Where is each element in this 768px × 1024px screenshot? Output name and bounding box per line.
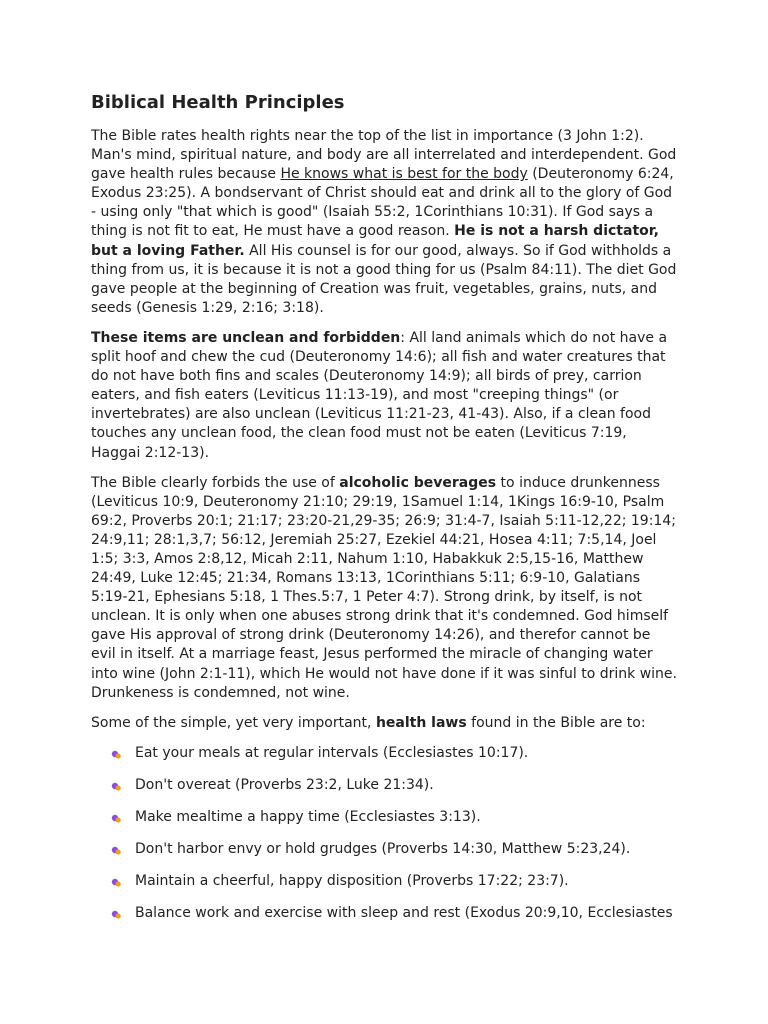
alcohol-paragraph: [91, 474, 678, 703]
unclean-text: : All land animals which do not have a split hoof and chew the cud (Deuteronomy 14:6); all fish and water creatures that do not have both fins and scales (Deuteronomy 14:9); all birds of prey, carrion eaters, and fish eaters (Leviticus 11:13-19), and most "creeping things" (or invertebrates) are also unclean (Leviticus 11:21-23, 41-43). Also, if a clean food touches any unclean food, the clean food must not be eaten (Leviticus 7:19, Haggai 2:12-13).: [91, 329, 668, 461]
laws-text-2: found in the Bible are to:: [466, 714, 646, 731]
list-item: [135, 808, 678, 827]
health-laws-intro: [91, 714, 678, 733]
intro-text-3: All His counsel is for our good, always. So if God withholds a thing from us, it is because it is not a good thing for us (Psalm 84:11). The diet God gave people at the beginning of Creation was fruit, vegetables, grains, nuts, and seeds (Genesis 1:29, 2:16; 3:18).: [91, 242, 677, 316]
unclean-paragraph: [91, 329, 678, 463]
list-item-text: Maintain a cheerful, happy disposition (Proverbs 17:22; 23:7).: [135, 873, 569, 890]
page-title: Biblical Health Principles: [91, 92, 345, 113]
health-laws-list: [91, 744, 678, 924]
list-item-text: Make mealtime a happy time (Ecclesiastes 3:13).: [135, 809, 481, 825]
laws-text-1: Some of the simple, yet very important,: [91, 714, 376, 731]
intro-text-2: (Deuteronomy 6:24, Exodus 23:25). A bondservant of Christ should eat and drink all to the glory of God - using only "that which is good" (Isaiah 55:2, 1Corinthians 10:31). If God says a thing is not fit to eat, He must have a good reason.: [91, 166, 674, 240]
bullet-icon: [111, 877, 122, 888]
intro-underlined-text: He knows what is best for the body: [280, 166, 528, 183]
list-item: [135, 904, 678, 923]
list-item: [135, 840, 678, 859]
bullet-icon: [111, 749, 122, 760]
laws-bold-text: health laws: [375, 714, 467, 731]
alcohol-text-2: to induce drunkenness (Leviticus 10:9, Deuteronomy 21:10; 29:19, 1Samuel 1:14, 1Kings 16:9-10, Psalm 69:2, Proverbs 20:1; 21:17; 23:20-21,29-35; 26:9; 31:4-7, Isaiah 5:11-12,22; 19:14; 24:9,11; 28:1,3,7; 56:12, Jeremiah 25:27, Ezekiel 44:21, Hosea 4:11; 7:5,14, Joel 1:5; 3:3, Amos 2:8,12, Micah 2:11, Nahum 1:10, Habakkuk 2:5,15-16, Matthew 24:49, Luke 12:45; 21:34, Romans 13:13, 1Corinthians 5:11; 6:9-10, Galatians 5:19-21, Ephesians 5:18, 1 Thes.5:7, 1 Peter 4:7). Strong drink, by itself, is not unclean. It is only when one abuses strong drink that it's condemned. God himself gave His approval of strong drink (Deuteronomy 14:26), and therefor cannot be evil in itself. At a marriage feast, Jesus performed the miracle of changing water into wine (John 2:1-11), which He would not have done if it was sinful to drink wine. Drunkeness is condemned, not wine.: [91, 474, 677, 701]
bullet-icon: [111, 813, 122, 824]
alcohol-text-1: The Bible clearly forbids the use of: [91, 474, 340, 491]
intro-paragraph: [91, 127, 678, 318]
list-item-text: Don't overeat (Proverbs 23:2, Luke 21:34).: [135, 776, 434, 793]
bullet-icon: [111, 845, 122, 856]
list-item: [135, 744, 678, 763]
bullet-icon: [111, 909, 122, 920]
intro-bold-text: He is not a harsh dictator, but a loving Father.: [91, 223, 659, 259]
list-item-text: Don't harbor envy or hold grudges (Proverbs 14:30, Matthew 5:23,24).: [135, 841, 631, 858]
unclean-bold-text: These items are unclean and forbidden: [91, 329, 401, 346]
list-item: [135, 872, 678, 891]
list-item-text: Eat your meals at regular intervals (Ecclesiastes 10:17).: [135, 744, 529, 761]
bullet-icon: [111, 781, 122, 792]
list-item-text: Balance work and exercise with sleep and rest (Exodus 20:9,10, Ecclesiastes: [135, 905, 673, 922]
intro-text-1: The Bible rates health rights near the top of the list in importance (3 John 1:2). Man's mind, spiritual nature, and body are all interrelated and interdependent. God gave health rules because: [91, 128, 677, 183]
list-item: [135, 776, 678, 795]
alcohol-bold-text: alcoholic beverages: [339, 474, 497, 491]
